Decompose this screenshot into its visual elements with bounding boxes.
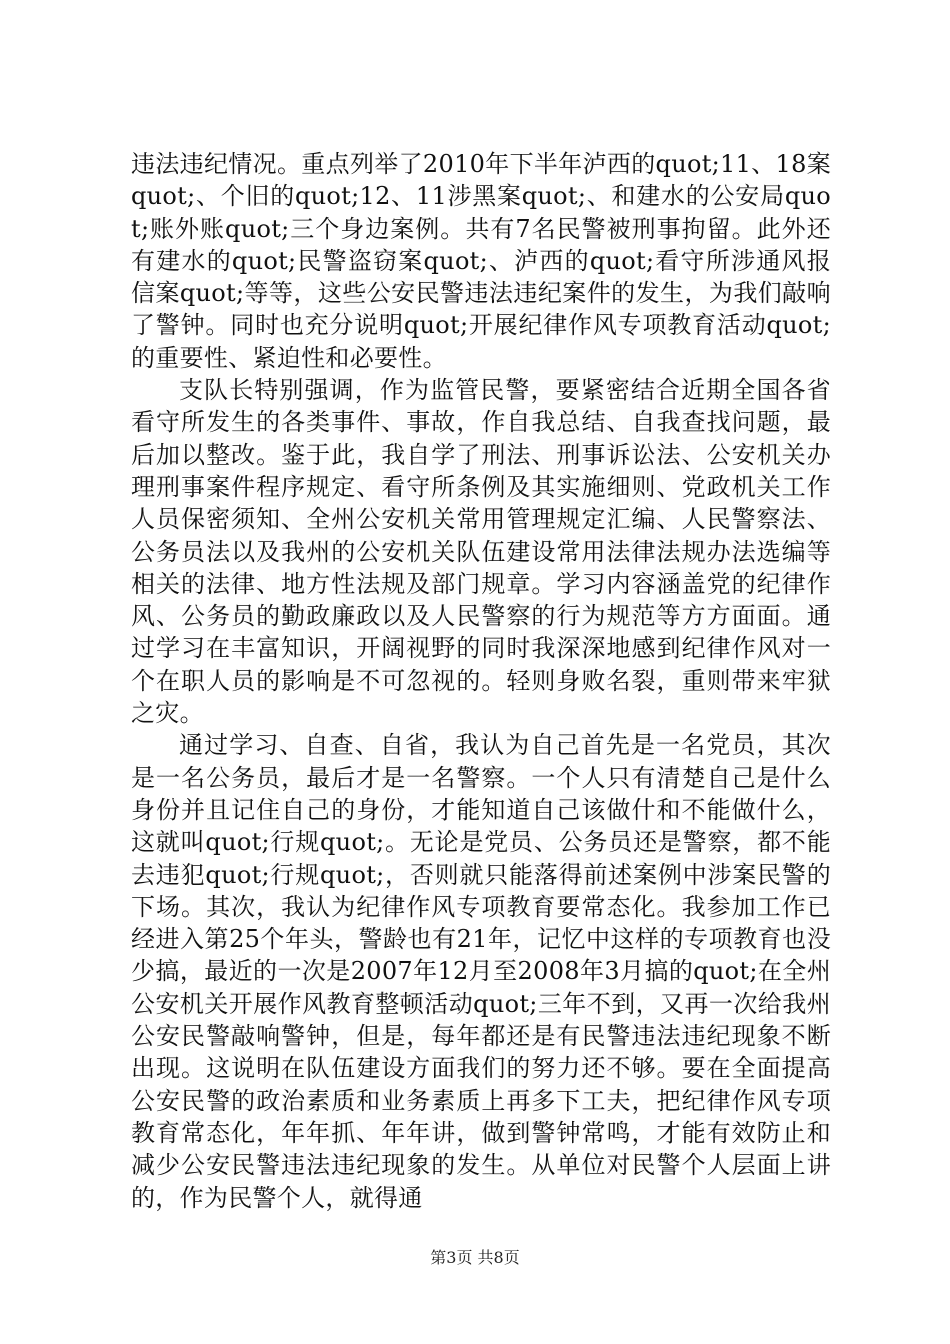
paragraph: 通过学习、自查、自省，我认为自己首先是一名党员，其次是一名公务员，最后才是一名警察。一个人只有清楚自己是什么身份并且记住自己的身份，才能知道自己该做什和不能做什么，这就叫quot;行规quot;。无论是党员、公务员还是警察，都不能去违犯quot;行规quot;，否则就只能落得前述案例中涉案民警的下场。其次，我认为纪律作风专项教育要常态化。我参加工作已经进入第25个年头，警龄也有21年，记忆中这样的专项教育也没少搞，最近的一次是2007年12月至2008年3月搞的quot;在全州公安机关开展作风教育整顿活动quot;三年不到，又再一次给我州公安民警敲响警钟，但是，每年都还是有民警违法违纪现象不断出现。这说明在队伍建设方面我们的努力还不够。要在全面提高公安民警的政治素质和业务素质上再多下工夫，把纪律作风专项教育常态化，年年抓、年年讲，做到警钟常鸣，才能有效防止和减少公安民警违法违纪现象的发生。从单位对民警个人层面上讲的，作为民警个人，就得通	[131, 731, 831, 1212]
page-footer: 第3页 共8页	[430, 1248, 520, 1267]
document-body	[131, 148, 831, 1214]
paragraph: 支队长特别强调，作为监管民警，要紧密结合近期全国各省看守所发生的各类事件、事故，作自我总结、自我查找问题，最后加以整改。鉴于此，我自学了刑法、刑事诉讼法、公安机关办理刑事案件程序规定、看守所条例及其实施细则、党政机关工作人员保密须知、全州公安机关常用管理规定汇编、人民警察法、公务员法以及我州的公安机关队伍建设常用法律法规办法选编等相关的法律、地方性法规及部门规章。学习内容涵盖党的纪律作风、公务员的勤政廉政以及人民警察的行为规范等方方面面。通过学习在丰富知识，开阔视野的同时我深深地感到纪律作风对一个在职人员的影响是不可忽视的。轻则身败名裂，重则带来牢狱之灾。	[131, 376, 831, 728]
paragraph-continued: 违法违纪情况。重点列举了2010年下半年泸西的quot;11、18案quot;、个旧的quot;12、11涉黑案quot;、和建水的公安局quot;账外账quot;三个身边案例。共有7名民警被刑事拘留。此外还有建水的quot;民警盗窃案quot;、泸西的quot;看守所涉通风报信案quot;等等，这些公安民警违法违纪案件的发生，为我们敲响了警钟。同时也充分说明quot;开展纪律作风专项教育活动quot;的重要性、紧迫性和必要性。	[131, 150, 831, 372]
